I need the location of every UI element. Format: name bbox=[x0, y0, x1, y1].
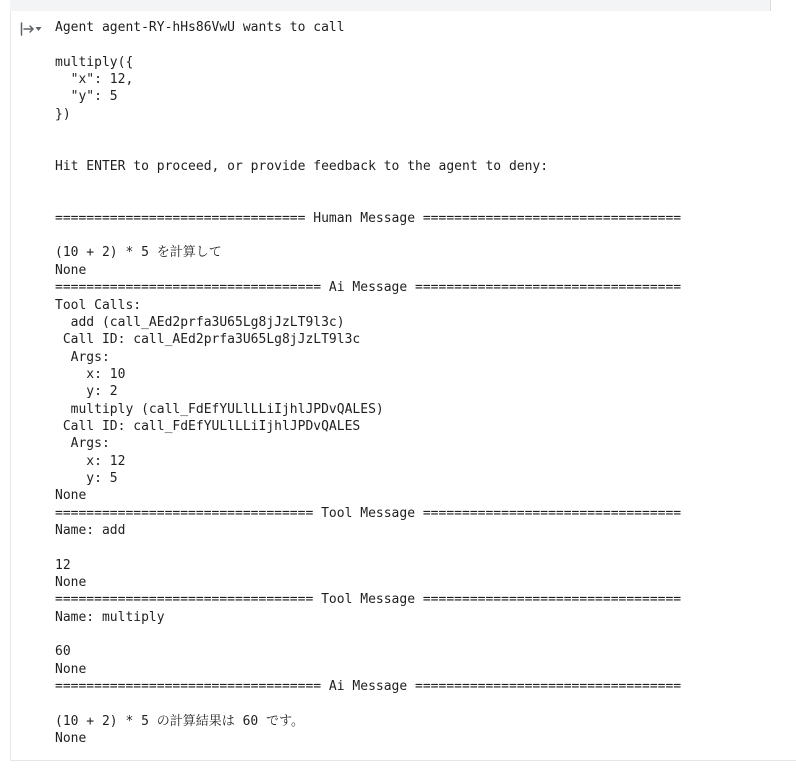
cell-output-text bbox=[55, 19, 681, 747]
output-line: y: 2 bbox=[55, 384, 118, 400]
output-collapse-icon[interactable] bbox=[20, 20, 44, 38]
output-line: None bbox=[55, 575, 87, 590]
output-line: None bbox=[55, 488, 87, 504]
output-line: x: 10 bbox=[55, 366, 126, 382]
cell-divider bbox=[770, 0, 771, 11]
output-line: multiply({ bbox=[55, 54, 134, 70]
output-line: }) bbox=[55, 106, 71, 122]
output-line: None bbox=[55, 731, 87, 747]
output-line: Call ID: call_FdEfYULlLLiIjhlJPDvQALES bbox=[55, 418, 361, 434]
output-line: ================================= Tool Message ================================= bbox=[55, 505, 682, 521]
output-line: ================================= Tool Message ================================= bbox=[55, 592, 682, 608]
output-line: 60 bbox=[55, 644, 71, 660]
output-line: None bbox=[55, 661, 87, 677]
output-line: Call ID: call_AEd2prfa3U65Lg8jJzLT9l3c bbox=[55, 332, 361, 348]
output-line: None bbox=[55, 262, 87, 278]
output-line: x: 12 bbox=[55, 453, 126, 469]
output-line: Hit ENTER to proceed, or provide feedback to the agent to deny: bbox=[55, 158, 549, 174]
output-line: Args: bbox=[55, 349, 110, 365]
previous-cell-footer bbox=[10, 0, 771, 11]
output-line: ================================== Ai Message ================================== bbox=[55, 280, 682, 296]
output-line: Name: multiply bbox=[55, 609, 165, 625]
output-line: y: 5 bbox=[55, 470, 118, 486]
output-line: Name: add bbox=[55, 522, 126, 538]
output-line: Agent agent-RY-hHs86VwU wants to call bbox=[55, 20, 345, 35]
output-line: "y": 5 bbox=[55, 89, 118, 105]
output-line: Tool Calls: bbox=[55, 297, 142, 313]
output-line: 12 bbox=[55, 557, 71, 573]
output-line: multiply (call_FdEfYULlLLiIjhlJPDvQALES) bbox=[55, 401, 384, 417]
output-line: ================================ Human Message ================================= bbox=[55, 210, 682, 226]
output-line: "x": 12, bbox=[55, 72, 134, 88]
output-line: (10 + 2) * 5 の計算結果は 60 です。 bbox=[55, 713, 305, 729]
output-line: ================================== Ai Message ================================== bbox=[55, 679, 682, 695]
output-line: (10 + 2) * 5 を計算して bbox=[55, 245, 222, 261]
output-line: Args: bbox=[55, 436, 110, 452]
output-line: add (call_AEd2prfa3U65Lg8jJzLT9l3c) bbox=[55, 314, 345, 330]
